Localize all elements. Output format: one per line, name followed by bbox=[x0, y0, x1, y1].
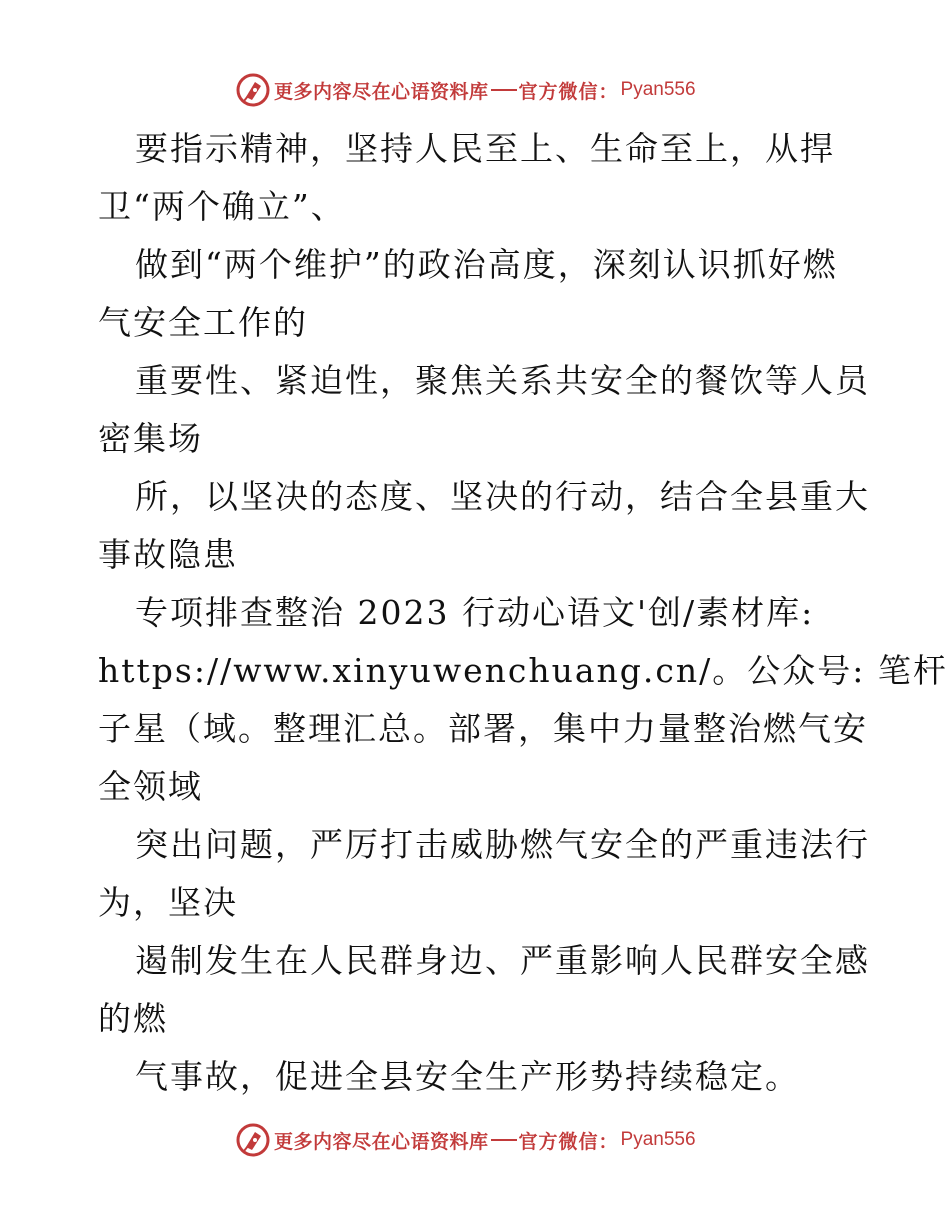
banner-promo-text: 更多内容尽在心语资料库 bbox=[274, 1130, 489, 1153]
banner-dash-divider bbox=[491, 1139, 517, 1141]
header-banner bbox=[236, 72, 696, 108]
paragraph-line: 突出问题，严厉打击威胁燃气安全的严重违法行 bbox=[135, 825, 870, 864]
paragraph-line: 重要性、紧迫性，聚焦关系共安全的餐饮等人员 bbox=[135, 361, 870, 400]
pen-nib-logo-icon bbox=[236, 73, 270, 107]
paragraph-line: 气事故，促进全县安全生产形势持续稳定。 bbox=[135, 1057, 800, 1096]
paragraph-line: 子星（域。整理汇总。部署，集中力量整治燃气安 bbox=[98, 709, 868, 748]
banner-wechat-label: 官方微信： bbox=[518, 1130, 619, 1153]
paragraph-line: 要指示精神，坚持人民至上、生命至上，从捍 bbox=[135, 129, 835, 168]
pen-nib-logo-icon bbox=[236, 1123, 270, 1157]
paragraph-line: 的燃 bbox=[98, 999, 168, 1038]
banner-wechat-id: Pyan556 bbox=[620, 79, 696, 100]
paragraph-line: 密集场 bbox=[98, 419, 203, 458]
paragraph-line: 全领域 bbox=[98, 767, 203, 806]
paragraph-line: 为，坚决 bbox=[98, 883, 238, 922]
banner-promo-text: 更多内容尽在心语资料库 bbox=[274, 80, 489, 103]
paragraph-line: 所，以坚决的态度、坚决的行动，结合全县重大 bbox=[135, 477, 870, 516]
paragraph-line: 卫“两个确立”、 bbox=[98, 187, 346, 226]
url-line: https://www.xinyuwenchuang.cn/。公众号: 笔杆 bbox=[98, 651, 948, 690]
paragraph-line: 做到“两个维护”的政治高度，深刻认识抓好燃 bbox=[135, 245, 838, 284]
paragraph-line: 遏制发生在人民群身边、严重影响人民群安全感 bbox=[135, 941, 870, 980]
document-body bbox=[98, 120, 948, 1106]
paragraph-line: 事故隐患 bbox=[98, 535, 238, 574]
paragraph-line: 专项排查整治 2023 行动心语文'创/素材库: bbox=[135, 593, 815, 632]
paragraph-line: 气安全工作的 bbox=[98, 303, 308, 342]
banner-wechat-label: 官方微信： bbox=[518, 80, 619, 103]
banner-dash-divider bbox=[491, 89, 517, 91]
banner-wechat-id: Pyan556 bbox=[620, 1129, 696, 1150]
footer-banner bbox=[236, 1122, 696, 1158]
